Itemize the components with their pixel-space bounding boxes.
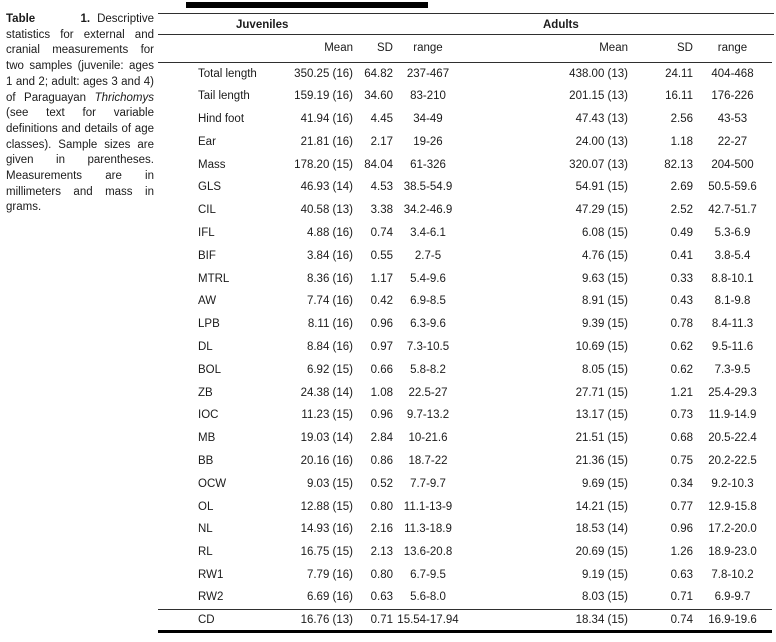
value-cell: 350.25 (16)	[294, 67, 353, 80]
value-cell: 0.75	[670, 454, 693, 467]
value-cell: 3.4-6.1	[410, 226, 446, 239]
value-cell: 5.3-6.9	[714, 226, 751, 239]
value-cell: 4.45	[370, 112, 393, 125]
variable-label-cell: Hind foot	[198, 112, 245, 125]
value-cell: 6.3-9.6	[410, 318, 446, 331]
value-cell: 13.17 (15)	[575, 409, 628, 422]
value-cell: 17.2-20.0	[708, 523, 757, 536]
value-cell: 0.77	[670, 500, 693, 513]
value-cell: 7.3-10.5	[406, 340, 450, 353]
value-cell: 0.80	[370, 568, 393, 581]
value-cell: 7.74 (16)	[306, 295, 353, 308]
value-cell: 40.58 (13)	[300, 204, 353, 217]
value-cell: 204-500	[711, 158, 754, 171]
value-cell: 19.03 (14)	[300, 432, 353, 445]
value-cell: 34-49	[413, 112, 443, 125]
column-header-juv-mean: Mean	[324, 42, 353, 55]
column-header-juv-sd: SD	[377, 42, 393, 55]
group-header-row	[158, 13, 774, 35]
value-cell: 27.71 (15)	[575, 386, 628, 399]
value-cell: 18.53 (14)	[575, 523, 628, 536]
value-cell: 159.19 (16)	[294, 90, 353, 103]
value-cell: 5.4-9.6	[410, 272, 446, 285]
empty-header-cell	[158, 35, 288, 62]
value-cell: 0.55	[370, 249, 393, 262]
value-cell: 22.5-27	[408, 386, 448, 399]
table-row	[158, 199, 772, 222]
value-cell: 16.9-19.6	[708, 614, 757, 627]
value-cell: 2.52	[670, 204, 693, 217]
value-cell: 8.1-9.8	[714, 295, 751, 308]
value-cell: 9.39 (15)	[581, 318, 628, 331]
column-header-adu-range: range	[717, 42, 748, 55]
value-cell: 0.74	[670, 614, 693, 627]
table-row	[158, 586, 772, 609]
table-region	[158, 0, 774, 642]
species-name: Thrichomys	[94, 91, 154, 104]
group-header-juveniles: Juveniles	[236, 19, 289, 31]
value-cell: 18.9-23.0	[708, 546, 757, 559]
value-cell: 9.7-13.2	[406, 409, 450, 422]
value-cell: 2.84	[370, 432, 393, 445]
value-cell: 7.8-10.2	[711, 568, 754, 581]
caption-text-after: (see text for variable definitions and details of age classes). Sample sizes are given in parentheses. Measurements are in millimeters and mass in grams.	[6, 107, 154, 214]
value-cell: 4.76 (15)	[581, 249, 628, 262]
variable-label-cell: LPB	[198, 318, 220, 331]
value-cell: 0.62	[670, 363, 693, 376]
value-cell: 9.5-11.6	[711, 340, 754, 353]
value-cell: 16.75 (15)	[300, 546, 353, 559]
value-cell: 0.62	[670, 340, 693, 353]
value-cell: 41.94 (16)	[300, 112, 353, 125]
value-cell: 14.21 (15)	[575, 500, 628, 513]
value-cell: 0.86	[370, 454, 393, 467]
table-row	[158, 130, 772, 153]
value-cell: 34.2-46.9	[403, 204, 453, 217]
column-header-adu-mean: Mean	[599, 42, 628, 55]
value-cell: 0.49	[670, 226, 693, 239]
table-row	[158, 62, 772, 85]
value-cell: 0.68	[670, 432, 693, 445]
value-cell: 11.23 (15)	[301, 409, 353, 422]
value-cell: 38.5-54.9	[403, 181, 453, 194]
value-cell: 8.03 (15)	[581, 591, 628, 604]
value-cell: 4.53	[370, 181, 393, 194]
table-row	[158, 472, 772, 495]
variable-label-cell: Ear	[198, 135, 216, 148]
value-cell: 7.3-9.5	[714, 363, 751, 376]
value-cell: 21.51 (15)	[575, 432, 628, 445]
column-header-adu-sd: SD	[677, 42, 693, 55]
value-cell: 20.5-22.4	[708, 432, 757, 445]
table-row	[158, 244, 772, 267]
value-cell: 0.96	[370, 409, 393, 422]
value-cell: 178.20 (15)	[294, 158, 353, 171]
value-cell: 8.36 (16)	[306, 272, 353, 285]
value-cell: 22-27	[717, 135, 748, 148]
value-cell: 25.4-29.3	[708, 386, 757, 399]
value-cell: 84.04	[364, 158, 393, 171]
value-cell: 8.8-10.1	[711, 272, 754, 285]
value-cell: 0.34	[670, 477, 693, 490]
value-cell: 8.11 (16)	[307, 318, 353, 331]
value-cell: 1.17	[370, 272, 393, 285]
column-header-juv-range: range	[413, 42, 443, 55]
value-cell: 1.26	[670, 546, 693, 559]
value-cell: 20.69 (15)	[575, 546, 628, 559]
value-cell: 7.79 (16)	[306, 568, 353, 581]
table-row	[158, 313, 772, 336]
value-cell: 0.78	[670, 318, 693, 331]
table-row	[158, 108, 772, 131]
value-cell: 6.9-9.7	[714, 591, 751, 604]
value-cell: 47.29 (15)	[575, 204, 628, 217]
value-cell: 6.9-8.5	[410, 295, 446, 308]
value-cell: 83-210	[410, 90, 446, 103]
variable-label-cell: AW	[198, 295, 217, 308]
table-row	[158, 85, 772, 108]
value-cell: 0.66	[370, 363, 393, 376]
value-cell: 0.33	[670, 272, 693, 285]
table-row	[158, 518, 772, 541]
value-cell: 19-26	[413, 135, 443, 148]
table-row	[158, 176, 772, 199]
variable-label-cell: Total length	[198, 67, 257, 80]
variable-label-cell: GLS	[198, 181, 222, 194]
value-cell: 16.11	[665, 90, 693, 103]
caption-label: Table 1.	[6, 13, 91, 25]
value-cell: 5.6-8.0	[410, 591, 446, 604]
table-row	[158, 358, 772, 381]
group-header-adults: Adults	[543, 19, 579, 31]
value-cell: 2.17	[370, 135, 393, 148]
value-cell: 0.71	[670, 591, 693, 604]
value-cell: 9.19 (15)	[581, 568, 628, 581]
value-cell: 8.84 (16)	[306, 340, 353, 353]
column-header-row	[158, 35, 772, 62]
table-row	[158, 153, 772, 176]
table-row	[158, 290, 772, 313]
value-cell: 11.1-13-9	[403, 500, 453, 513]
value-cell: 9.69 (15)	[581, 477, 628, 490]
table-row	[158, 495, 772, 518]
value-cell: 9.03 (15)	[306, 477, 353, 490]
value-cell: 21.81 (16)	[300, 135, 353, 148]
value-cell: 61-326	[410, 158, 446, 171]
variable-label-cell: OCW	[198, 477, 227, 490]
value-cell: 6.7-9.5	[410, 568, 446, 581]
value-cell: 6.08 (15)	[581, 226, 628, 239]
variable-label-cell: DL	[198, 340, 213, 353]
top-black-bar	[186, 2, 428, 8]
value-cell: 11.9-14.9	[708, 409, 757, 422]
value-cell: 9.2-10.3	[711, 477, 754, 490]
value-cell: 43-53	[717, 112, 748, 125]
value-cell: 10.69 (15)	[575, 340, 628, 353]
variable-label-cell: RW2	[198, 591, 224, 604]
value-cell: 0.96	[670, 523, 693, 536]
value-cell: 12.88 (15)	[300, 500, 353, 513]
table-row	[158, 541, 772, 564]
variable-label-cell: RW1	[198, 568, 224, 581]
value-cell: 0.71	[370, 614, 393, 627]
value-cell: 2.13	[370, 546, 393, 559]
variable-label-cell: BOL	[198, 363, 222, 376]
value-cell: 3.38	[370, 204, 393, 217]
variable-label-cell: OL	[198, 500, 214, 513]
variable-label-cell: MB	[198, 432, 216, 445]
value-cell: 12.9-15.8	[708, 500, 757, 513]
table-row	[158, 450, 772, 473]
table-row	[158, 381, 772, 404]
value-cell: 42.7-51.7	[708, 204, 757, 217]
value-cell: 14.93 (16)	[300, 523, 353, 536]
value-cell: 34.60	[364, 90, 393, 103]
value-cell: 8.05 (15)	[581, 363, 628, 376]
value-cell: 20.2-22.5	[708, 454, 757, 467]
stats-table-body	[158, 62, 772, 632]
value-cell: 438.00 (13)	[569, 67, 628, 80]
value-cell: 11.3-18.9	[404, 523, 452, 536]
value-cell: 18.34 (15)	[575, 614, 628, 627]
table-row	[158, 609, 772, 632]
value-cell: 2.7-5	[414, 249, 442, 262]
value-cell: 2.69	[670, 181, 693, 194]
value-cell: 0.43	[670, 295, 693, 308]
value-cell: 46.93 (14)	[300, 181, 353, 194]
value-cell: 6.92 (15)	[306, 363, 353, 376]
value-cell: 0.96	[370, 318, 393, 331]
value-cell: 176-226	[711, 90, 754, 103]
value-cell: 320.07 (13)	[569, 158, 628, 171]
value-cell: 0.97	[370, 340, 393, 353]
variable-label-cell: MTRL	[198, 272, 230, 285]
variable-label-cell: BB	[198, 454, 214, 467]
value-cell: 3.84 (16)	[306, 249, 353, 262]
value-cell: 0.63	[670, 568, 693, 581]
value-cell: 1.21	[670, 386, 693, 399]
value-cell: 0.63	[370, 591, 393, 604]
statistics-table	[158, 35, 772, 633]
variable-label-cell: RL	[198, 546, 213, 559]
value-cell: 9.63 (15)	[581, 272, 628, 285]
value-cell: 64.82	[364, 67, 393, 80]
variable-label-cell: Mass	[198, 158, 226, 171]
value-cell: 47.43 (13)	[575, 112, 628, 125]
variable-label-cell: IFL	[198, 226, 215, 239]
value-cell: 24.00 (13)	[575, 135, 628, 148]
variable-label-cell: ZB	[198, 386, 213, 399]
variable-label-cell: CIL	[198, 204, 216, 217]
variable-label-cell: IOC	[198, 409, 219, 422]
table-row	[158, 267, 772, 290]
value-cell: 7.7-9.7	[410, 477, 446, 490]
value-cell: 15.54-17.94	[397, 614, 459, 627]
variable-label-cell: NL	[198, 523, 213, 536]
value-cell: 21.36 (15)	[575, 454, 628, 467]
value-cell: 0.74	[370, 226, 393, 239]
value-cell: 8.4-11.3	[711, 318, 754, 331]
value-cell: 0.73	[670, 409, 693, 422]
value-cell: 13.6-20.8	[403, 546, 453, 559]
table-row	[158, 222, 772, 245]
value-cell: 5.8-8.2	[410, 363, 446, 376]
table-row	[158, 427, 772, 450]
value-cell: 2.16	[370, 523, 393, 536]
variable-label-cell: BIF	[198, 249, 216, 262]
value-cell: 0.80	[370, 500, 393, 513]
value-cell: 4.88 (16)	[306, 226, 353, 239]
caption-text-before: Descriptive statistics for external and cranial measurements for two samples (juvenile: ages 1 and 2; adult: ages 3 and 4) of Paraguayan	[6, 13, 154, 104]
value-cell: 20.16 (16)	[300, 454, 353, 467]
value-cell: 237-467	[406, 67, 450, 80]
value-cell: 24.38 (14)	[300, 386, 353, 399]
variable-label-cell: Tail length	[198, 90, 250, 103]
value-cell: 404-468	[711, 67, 754, 80]
variable-label-cell: CD	[198, 614, 215, 627]
value-cell: 0.41	[670, 249, 693, 262]
table-row	[158, 336, 772, 359]
value-cell: 8.91 (15)	[581, 295, 628, 308]
value-cell: 1.18	[670, 135, 693, 148]
value-cell: 201.15 (13)	[569, 90, 628, 103]
value-cell: 2.56	[670, 112, 693, 125]
value-cell: 54.91 (15)	[575, 181, 628, 194]
value-cell: 10-21.6	[408, 432, 448, 445]
value-cell: 82.13	[664, 158, 693, 171]
value-cell: 6.69 (16)	[306, 591, 353, 604]
table-row	[158, 404, 772, 427]
value-cell: 50.5-59.6	[708, 181, 757, 194]
value-cell: 0.42	[370, 295, 393, 308]
value-cell: 0.52	[370, 477, 393, 490]
value-cell: 24.11	[665, 67, 693, 80]
value-cell: 18.7-22	[408, 454, 448, 467]
table-row	[158, 564, 772, 587]
value-cell: 3.8-5.4	[714, 249, 751, 262]
value-cell: 1.08	[370, 386, 393, 399]
value-cell: 16.76 (13)	[300, 614, 353, 627]
table-caption	[6, 12, 154, 216]
